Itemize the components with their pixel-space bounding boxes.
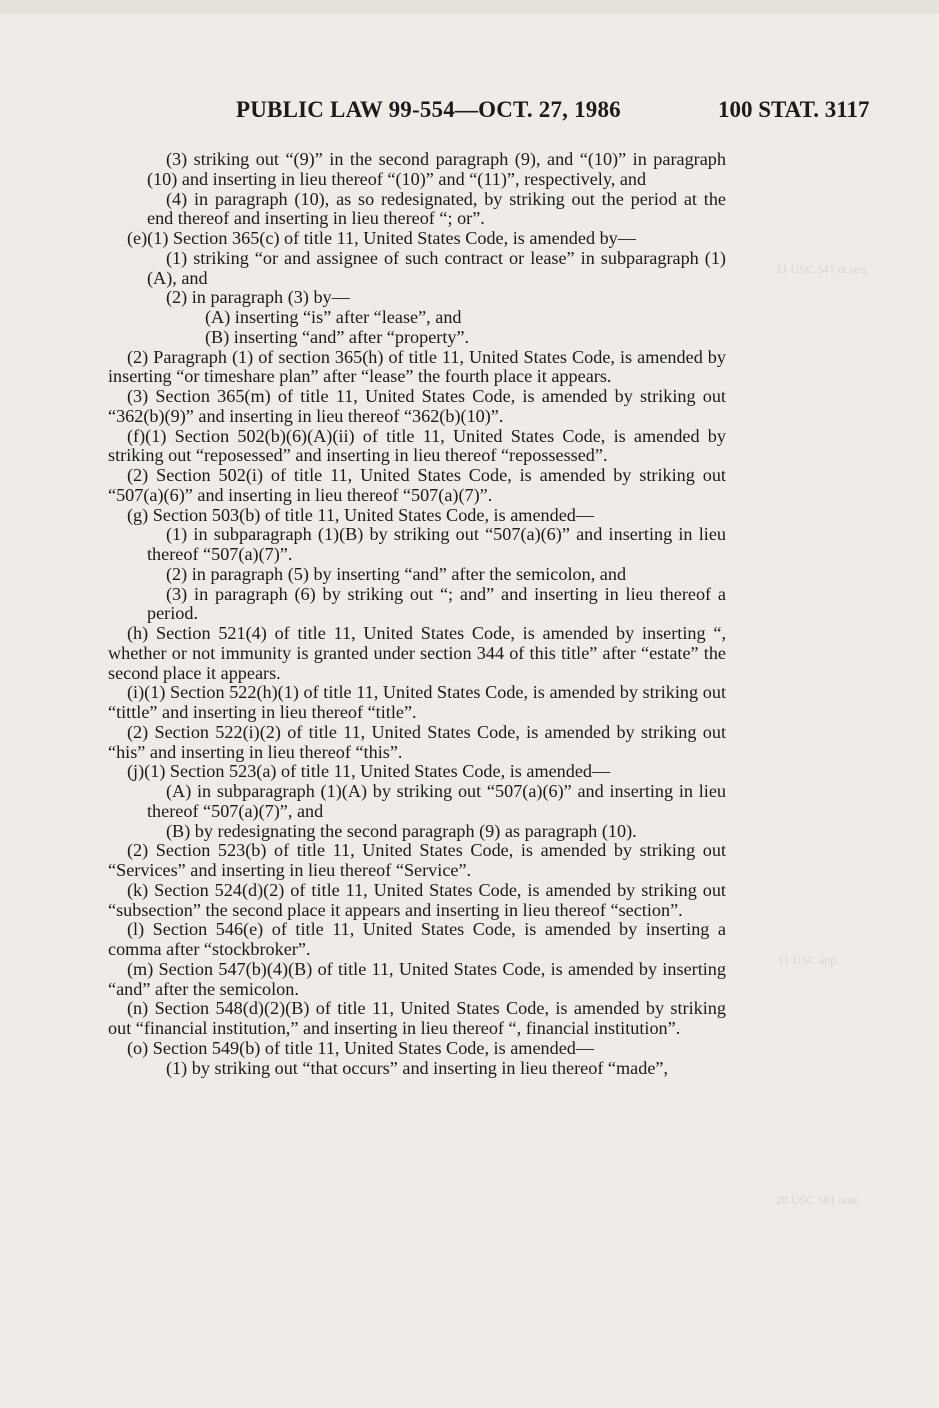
subsection-n: (n) Section 548(d)(2)(B) of title 11, United States Code, is amended by striking out “financial institution,” and inserting in lieu thereof “, financial institution”. (108, 998, 726, 1038)
subsection-g-item-2: (2) in paragraph (5) by inserting “and” after the semicolon, and (166, 563, 627, 584)
subsection-e-1-item-2-b: (B) inserting “and” after “property”. (205, 326, 470, 347)
subsection-g-item-3: (3) in paragraph (6) by striking out “; and” and inserting in lieu thereof a period. (147, 583, 726, 624)
subsection-e-1: (e)(1) Section 365(c) of title 11, United States Code, is amended by— (127, 228, 636, 248)
subsection-e-1-item-1: (1) striking “or and assignee of such contract or lease” in subparagraph (1)(A), and (147, 247, 726, 288)
subsection-e-3: (3) Section 365(m) of title 11, United States Code, is amended by striking out “362(b)(9)” and inserting in lieu thereof “362(b)(10)”. (108, 386, 726, 426)
subsection-m: (m) Section 547(b)(4)(B) of title 11, United States Code, is amended by inserting “and” after the semicolon. (108, 958, 726, 999)
body-text (108, 150, 726, 1078)
subsection-g-item-1: (1) in subparagraph (1)(B) by striking out “507(a)(6)” and inserting in lieu thereof “507(a)(7)”. (147, 524, 726, 564)
margin-note-bleed-2: 11 USC app. (778, 953, 840, 967)
statute-citation: 100 STAT. 3117 (718, 97, 870, 122)
subsection-e-2: (2) Paragraph (1) of section 365(h) of title 11, United States Code, is amended by inserting “or timeshare plan” after “lease” the fourth place it appears. (108, 346, 726, 387)
subsection-i-1: (i)(1) Section 522(h)(1) of title 11, United States Code, is amended by striking out “tittle” and inserting in lieu thereof “title”. (108, 682, 726, 722)
subsection-e-1-item-2-a: (A) inserting “is” after “lease”, and (205, 307, 462, 327)
subsection-j-1: (j)(1) Section 523(a) of title 11, United States Code, is amended— (127, 761, 611, 782)
subsection-l: (l) Section 546(e) of title 11, United States Code, is amended by inserting a comma after “stockbroker”. (108, 919, 726, 959)
subsection-j-2: (2) Section 523(b) of title 11, United States Code, is amended by striking out “Services” and inserting in lieu thereof “Service”. (108, 840, 726, 880)
subsection-i-2: (2) Section 522(i)(2) of title 11, United States Code, is amended by striking out “his” and inserting in lieu thereof “this”. (108, 721, 726, 762)
subsection-k: (k) Section 524(d)(2) of title 11, United States Code, is amended by striking out “subsection” the second place it appears and inserting in lieu thereof “section”. (108, 879, 726, 920)
subsection-j-1-item-a: (A) in subparagraph (1)(A) by striking out “507(a)(6)” and inserting in lieu thereof “507(a)(7)”, and (147, 781, 726, 821)
subsection-e-1-item-2: (2) in paragraph (3) by— (166, 287, 350, 308)
subsection-o: (o) Section 549(b) of title 11, United States Code, is amended— (127, 1037, 595, 1058)
paragraph-4-redesignated: (4) in paragraph (10), as so redesignated, by striking out the period at the end thereof and inserting in lieu thereof “; or”. (147, 188, 726, 229)
scan-edge (0, 0, 939, 14)
page-header (0, 97, 939, 127)
margin-note-bleed-3: 28 USC 581 note (776, 1193, 860, 1207)
margin-note-bleed-1: 11 USC 541 et seq. (776, 262, 869, 276)
subsection-g: (g) Section 503(b) of title 11, United States Code, is amended— (127, 504, 595, 525)
subsection-f-2: (2) Section 502(i) of title 11, United States Code, is amended by striking out “507(a)(6)” and inserting in lieu thereof “507(a)(7)”. (108, 465, 726, 505)
paragraph-3-striking: (3) striking out “(9)” in the second paragraph (9), and “(10)” in paragraph (10) and inserting in lieu thereof “(10)” and “(11)”, respectively, and (147, 149, 726, 189)
subsection-o-item-1: (1) by striking out “that occurs” and inserting in lieu thereof “made”, (166, 1057, 669, 1078)
subsection-h: (h) Section 521(4) of title 11, United States Code, is amended by inserting “, whether or not immunity is granted under section 344 of this title” after “estate” the second place it appears. (108, 623, 726, 683)
public-law-title: PUBLIC LAW 99-554—OCT. 27, 1986 (236, 97, 621, 122)
subsection-f-1: (f)(1) Section 502(b)(6)(A)(ii) of title 11, United States Code, is amended by striking out “reposessed” and inserting in lieu thereof “repossessed”. (108, 425, 726, 466)
subsection-j-1-item-b: (B) by redesignating the second paragraph (9) as paragraph (10). (166, 820, 637, 841)
